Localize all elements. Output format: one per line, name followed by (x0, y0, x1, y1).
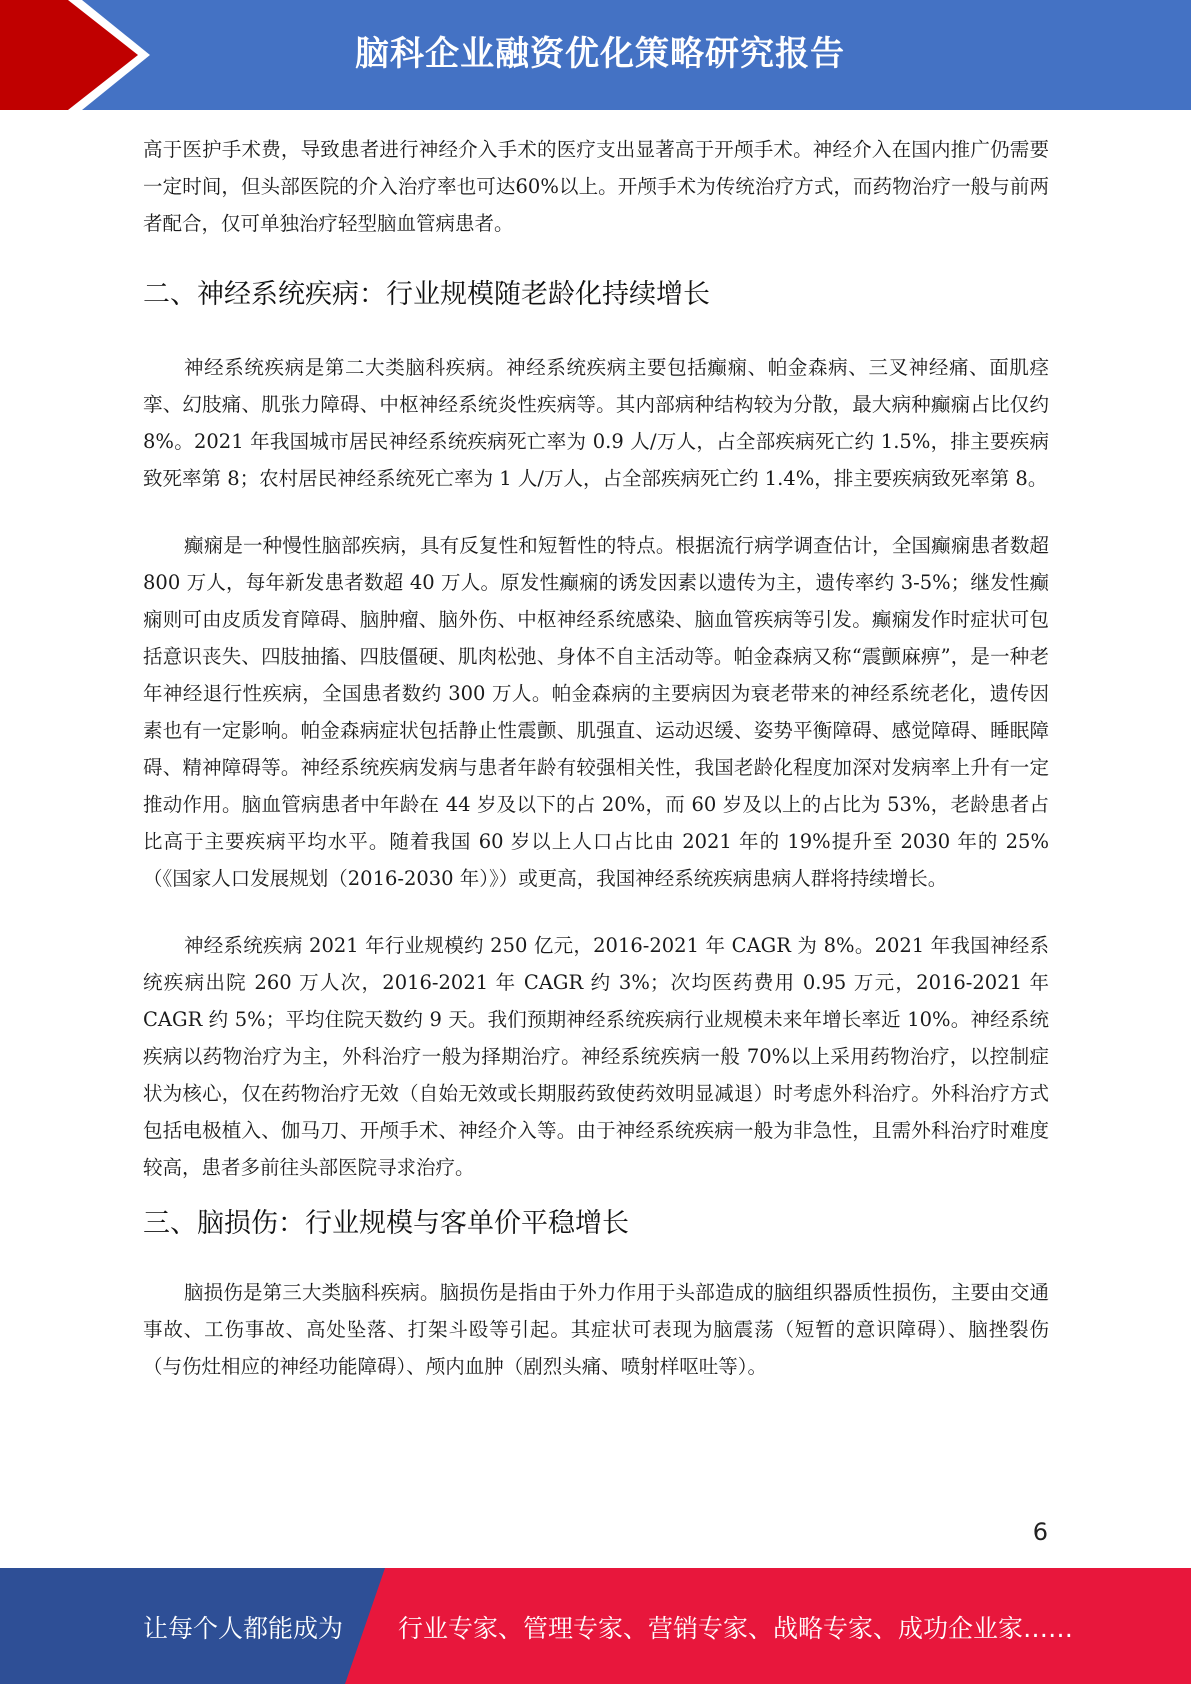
footer-slogan-right: 行业专家、管理专家、营销专家、战略专家、成功企业家…… (398, 1614, 1074, 1643)
section-heading-brain-injury: 三、脑损伤：行业规模与客单价平稳增长 (143, 1208, 629, 1239)
page-footer (0, 1568, 1191, 1684)
page-header (0, 0, 1191, 110)
paragraph-neuro-overview: 神经系统疾病是第二大类脑科疾病。神经系统疾病主要包括癫痫、帕金森病、三叉神经痛、面肌痉挛、幻肢痛、肌张力障碍、中枢神经系统炎性疾病等。其内部病种结构较为分散，最大病种癫痫占比仅约 8%。2021 年我国城市居民神经系统疾病死亡率为 0.9 人/万人，占全部疾病死亡约 1.5%，排主要疾病致死率第 8；农村居民神经系统死亡率为 1 人/万人，占全部疾病死亡约 1.4%，排主要疾病致死率第 8。 (143, 356, 1049, 490)
header-arrow-icon (0, 0, 138, 110)
paragraph-intro: 高于医护手术费，导致患者进行神经介入手术的医疗支出显著高于开颅手术。神经介入在国内推广仍需要一定时间，但头部医院的介入治疗率也可达60%以上。开颅手术为传统治疗方式，而药物治疗一般与前两者配合，仅可单独治疗轻型脑血管病患者。 (143, 138, 1049, 235)
paragraph-epilepsy-parkinson: 癫痫是一种慢性脑部疾病，具有反复性和短暂性的特点。根据流行病学调查估计，全国癫痫患者数超 800 万人，每年新发患者数超 40 万人。原发性癫痫的诱发因素以遗传为主，遗传率约 3-5%；继发性癫痫则可由皮质发育障碍、脑肿瘤、脑外伤、中枢神经系统感染、脑血管疾病等引发。癫痫发作时症状可包括意识丧失、四肢抽搐、四肢僵硬、肌肉松弛、身体不自主活动等。帕金森病又称“震颤麻痹”，是一种老年神经退行性疾病，全国患者数约 300 万人。帕金森病的主要病因为衰老带来的神经系统老化，遗传因素也有一定影响。帕金森病症状包括静止性震颤、肌强直、运动迟缓、姿势平衡障碍、感觉障碍、睡眠障碍、精神障碍等。神经系统疾病发病与患者年龄有较强相关性，我国老龄化程度加深对发病率上升有一定推动作用。脑血管病患者中年龄在 44 岁及以下的占 20%，而 60 岁及以上的占比为 53%，老龄患者占比高于主要疾病平均水平。随着我国 60 岁以上人口占比由 2021 年的 19%提升至 2030 年的 25%（《国家人口发展规划（2016-2030 年）》）或更高，我国神经系统疾病患病人群将持续增长。 (143, 534, 1049, 890)
paragraph-neuro-market: 神经系统疾病 2021 年行业规模约 250 亿元，2016-2021 年 CAGR 为 8%。2021 年我国神经系统疾病出院 260 万人次，2016-2021 年 CAGR 约 3%；次均医药费用 0.95 万元，2016-2021 年 CAGR 约 5%；平均住院天数约 9 天。我们预期神经系统疾病行业规模未来年增长率近 10%。神经系统疾病以药物治疗为主，外科治疗一般为择期治疗。神经系统疾病一般 70%以上采用药物治疗，以控制症状为核心，仅在药物治疗无效（自始无效或长期服药致使药效明显减退）时考虑外科治疗。外科治疗方式包括电极植入、伽马刀、开颅手术、神经介入等。由于神经系统疾病一般为非急性，且需外科治疗时难度较高，患者多前往头部医院寻求治疗。 (143, 934, 1049, 1179)
document-body (143, 131, 1049, 1385)
footer-slogan-left: 让每个人都能成为 (143, 1614, 344, 1643)
paragraph-brain-injury: 脑损伤是第三大类脑科疾病。脑损伤是指由于外力作用于头部造成的脑组织器质性损伤，主要由交通事故、工伤事故、高处坠落、打架斗殴等引起。其症状可表现为脑震荡（短暂的意识障碍）、脑挫裂伤（与伤灶相应的神经功能障碍）、颅内血肿（剧烈头痛、喷射样呕吐等）。 (143, 1281, 1049, 1378)
header-title: 脑科企业融资优化策略研究报告 (355, 34, 845, 74)
page-number: 6 (1032, 1518, 1048, 1546)
section-heading-neuro: 二、神经系统疾病：行业规模随老龄化持续增长 (143, 279, 710, 310)
